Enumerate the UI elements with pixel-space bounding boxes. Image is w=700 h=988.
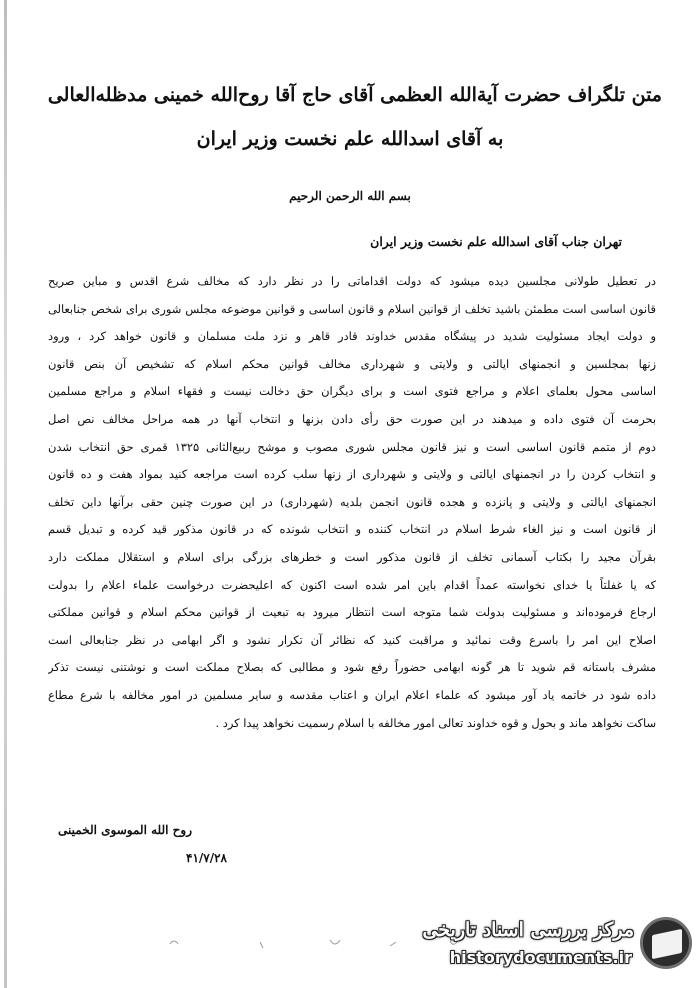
watermark-url: historydocuments.ir bbox=[449, 948, 632, 967]
body-line: بحرمت آن فتوی داده و میدهند در این صورت حق رأی دادن بزنها و انتخاب آنها در همه مراحل مخالف نص اصل bbox=[48, 411, 656, 426]
signature-date: ۴۱/۷/۲۸ bbox=[186, 851, 227, 865]
bismillah-heading: بسم الله الرحمن الرحیم bbox=[289, 189, 411, 203]
body-line: ساکت نخواهد ماند و بحول و قوه خداوند تعالی امور مخالفه با اسلام رسمیت نخواهد پیدا کرد . bbox=[215, 715, 656, 730]
body-line: از قانون است و نیز الغاء شرط اسلام در انتخاب کننده و انتخاب شونده که در قانون مذکور قید کرده و تبدیل قسم bbox=[48, 522, 656, 537]
archive-book-icon bbox=[640, 917, 692, 969]
body-line: دوم از متمم قانون اساسی است و نیز قانون مجلس شوری مصوب و موشح ربیع‌الثانی ۱۳۲۵ قمری حق انتخاب شدن bbox=[48, 439, 656, 454]
body-line: اصلاح این امر را باسرع وقت نمائید و مراقبت کنید که نظائر آن تکرار نشود و اگر ابهامی در نظر جنابعالی است bbox=[48, 632, 656, 647]
signature: روح الله الموسوی الخمینی bbox=[58, 823, 192, 837]
body-line: ارجاع فرموده‌اند و مسئولیت بدولت شما متوجه است انتظار میرود به تبعیت از قوانین محکم اسلام و قوانین مملکتی bbox=[48, 605, 656, 620]
body-line: داده شود در خاتمه یاد آور میشود که علماء اعلام ایران و اعتاب مقدسه و سایر مسلمین در امور مخالفه با شرع مطاع bbox=[48, 687, 656, 702]
document-subtitle: به آقای اسدالله علم نخست وزیر ایران bbox=[196, 128, 504, 150]
body-line: که یا غفلتاً یا خدای نخواسته عمداً اقدام باین امر شده است اکنون که اعلیحضرت درخواست علماء اعلام را بدولت bbox=[48, 577, 656, 592]
recipient-address: تهران جناب آقای اسدالله علم نخست وزیر ایران bbox=[370, 234, 622, 249]
body-line: بقرآن مجید را بکتاب آسمانی تخلف از قانون مذکور است و خطرهای بزرگی برای اسلام و استقلال مملکت دارد bbox=[48, 549, 656, 564]
watermark-logo bbox=[402, 915, 692, 975]
body-line: اساسی محول بعلمای اعلام و مراجع فتوی است و برای دیگران حق دخالت نیست و فقهاء اسلام و مراجع مسلمین bbox=[48, 384, 656, 399]
telegram-body bbox=[48, 268, 656, 737]
body-line: انجمنهای ایالتی و ولایتی و پانزده و هجده قانون انجمن بلدیه (شهرداری) در این صورت چنین حقی برآنها داین تخلف bbox=[48, 494, 656, 509]
watermark-name: مرکز بررسی اسناد تاریخی bbox=[422, 919, 634, 941]
body-line: قانون اساسی است مطمئن باشید تخلف از قوانین اسلام و قانون اساسی و قوانین موضوعه مجلس شوری برای شخص جنابعالی bbox=[48, 301, 656, 316]
body-line: و دولت ایجاد مسئولیت شدید در پیشگاه مقدس خداوند قادر قاهر و نزد ملت مسلمان و قانون خواهد کرد ، ورود bbox=[48, 329, 656, 344]
body-line: زنها بمجلسین و انجمنهای ایالتی و ولایتی و شهرداری مخالف قوانین محکم اسلام که تشخیص آن بنص قانون bbox=[48, 356, 656, 371]
document-title: متن تلگراف حضرت آیة‌الله العظمی آقای حاج آقا روح‌الله خمینی مدظله‌العالی bbox=[47, 84, 662, 106]
body-line: در تعطیل طولانی مجلسین دیده میشود که دولت اقداماتی را در نظر دارد که مخالف شرع اقدس و مباین صریح bbox=[48, 274, 656, 288]
body-line: و انتخاب کردن را در انجمنهای ایالتی و ولایتی و شهرداری از زنها سلب کرده است مراجعه کنید بمواد هفت و ده قانون bbox=[48, 467, 656, 482]
body-line: مشرف باستانه قم شوید تا هر گونه ابهامی حضوراً رفع شود و مطالبی که بصلاح مملکت است و نوشتنی نیست تذکر bbox=[48, 660, 656, 675]
